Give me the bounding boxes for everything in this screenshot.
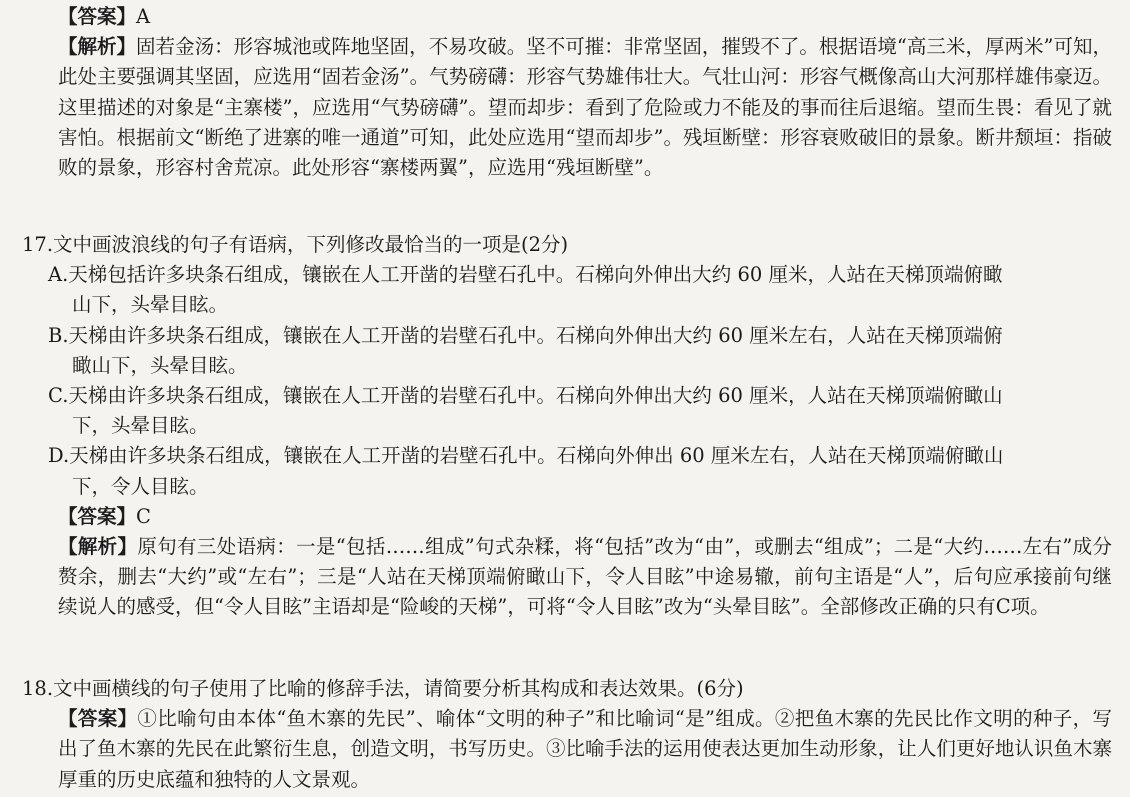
- q18-answer-text: ①比喻句由本体“鱼木寨的先民”、喻体“文明的种子”和比喻词“是”组成。②把鱼木寨的先民比作文明的种子，写出了鱼木寨的先民在此繁衍生息，创造文明，书写历史。③比喻手法的运用使表达更加生动形象，让人们更好地认识鱼木寨厚重的历史底蕴和独特的人文景观。: [58, 707, 1112, 791]
- q16-answer-line: [40, 2, 1112, 32]
- q16-analysis: [40, 32, 1112, 183]
- q17-option-a-line1: A.天梯包括许多块条石组成，镶嵌在人工开凿的岩壁石孔中。石梯向外伸出大约 60 厘米，人站在天梯顶端俯瞰: [48, 263, 1003, 287]
- q17-option-a-line2: 山下，头晕目眩。: [72, 293, 229, 317]
- q17-answer-value: C: [136, 504, 151, 528]
- q17-option-a: [22, 260, 1112, 320]
- q18-answer-tag: 【答案】: [58, 707, 138, 731]
- q17-option-c-line1: C.天梯由许多块条石组成，镶嵌在人工开凿的岩壁石孔中。石梯向外伸出大约 60 厘米，人站在天梯顶端俯瞰山: [48, 384, 1003, 408]
- q17-option-b-line2: 瞰山下，头晕目眩。: [72, 353, 248, 377]
- q17-analysis-tag: 【解析】: [58, 535, 138, 559]
- q16-analysis-tag: 【解析】: [58, 35, 137, 59]
- q17-option-d-line1: D.天梯由许多块条石组成，镶嵌在人工开凿的岩壁石孔中。石梯向外伸出 60 厘米左右，人站在天梯顶端俯瞰山: [48, 444, 1004, 468]
- q17-section: [22, 230, 1112, 623]
- q16-answer-value: A: [136, 5, 151, 28]
- q17-option-b: [22, 321, 1112, 381]
- q16-analysis-text: 固若金汤：形容城池或阵地坚固，不易攻破。坚不可摧：非常坚固，摧毁不了。根据语境“高三米，厚两米”可知，此处主要强调其坚固，应选用“固若金汤”。气势磅礴：形容气势雄伟壮大。气壮山河：形容气概像高山大河那样雄伟豪迈。这里描述的对象是“主寨楼”，应选用“气势磅礴”。望而却步：看到了危险或力不能及的事而往后退缩。望而生畏：看见了就害怕。根据前文“断绝了进寨的唯一通道”可知，此处应选用“望而却步”。残垣断壁：形容衰败破旧的景象。断井颓垣：指破败的景象，形容村舍荒凉。此处形容“寨楼两翼”，应选用“残垣断壁”。: [58, 35, 1112, 180]
- q17-analysis: [22, 532, 1112, 623]
- q17-option-d: [22, 441, 1112, 501]
- q17-option-d-line2: 下，令人目眩。: [72, 474, 209, 498]
- q17-answer-line: [22, 502, 1112, 532]
- q18-section: [22, 674, 1112, 795]
- q18-question: 18.文中画横线的句子使用了比喻的修辞手法，请简要分析其构成和表达效果。(6分): [22, 677, 744, 700]
- q16-answer-tag: 【答案】: [58, 5, 137, 28]
- q17-analysis-text: 原句有三处语病：一是“包括……组成”句式杂糅，将“包括”改为“由”，或删去“组成”；二是“大约……左右”成分赘余，删去“大约”或“左右”；三是“人站在天梯顶端俯瞰山下，令人目眩”中途易辙，前句主语是“人”，后句应承接前句继续说人的感受，但“令人目眩”主语却是“险峻的天梯”，可将“令人目眩”改为“头晕目眩”。全部修改正确的只有C项。: [58, 535, 1112, 619]
- q17-option-c: [22, 381, 1112, 441]
- q16-section: [40, 2, 1112, 183]
- q17-answer-tag: 【答案】: [58, 504, 137, 528]
- q17-option-c-line2: 下，头晕目眩。: [72, 414, 209, 438]
- q17-question: 17.文中画波浪线的句子有语病，下列修改最恰当的一项是(2分): [22, 233, 569, 256]
- q18-answer: [22, 704, 1112, 795]
- q17-option-b-line1: B.天梯由许多块条石组成，镶嵌在人工开凿的岩壁石孔中。石梯向外伸出大约 60 厘米左右，人站在天梯顶端俯: [48, 323, 1003, 347]
